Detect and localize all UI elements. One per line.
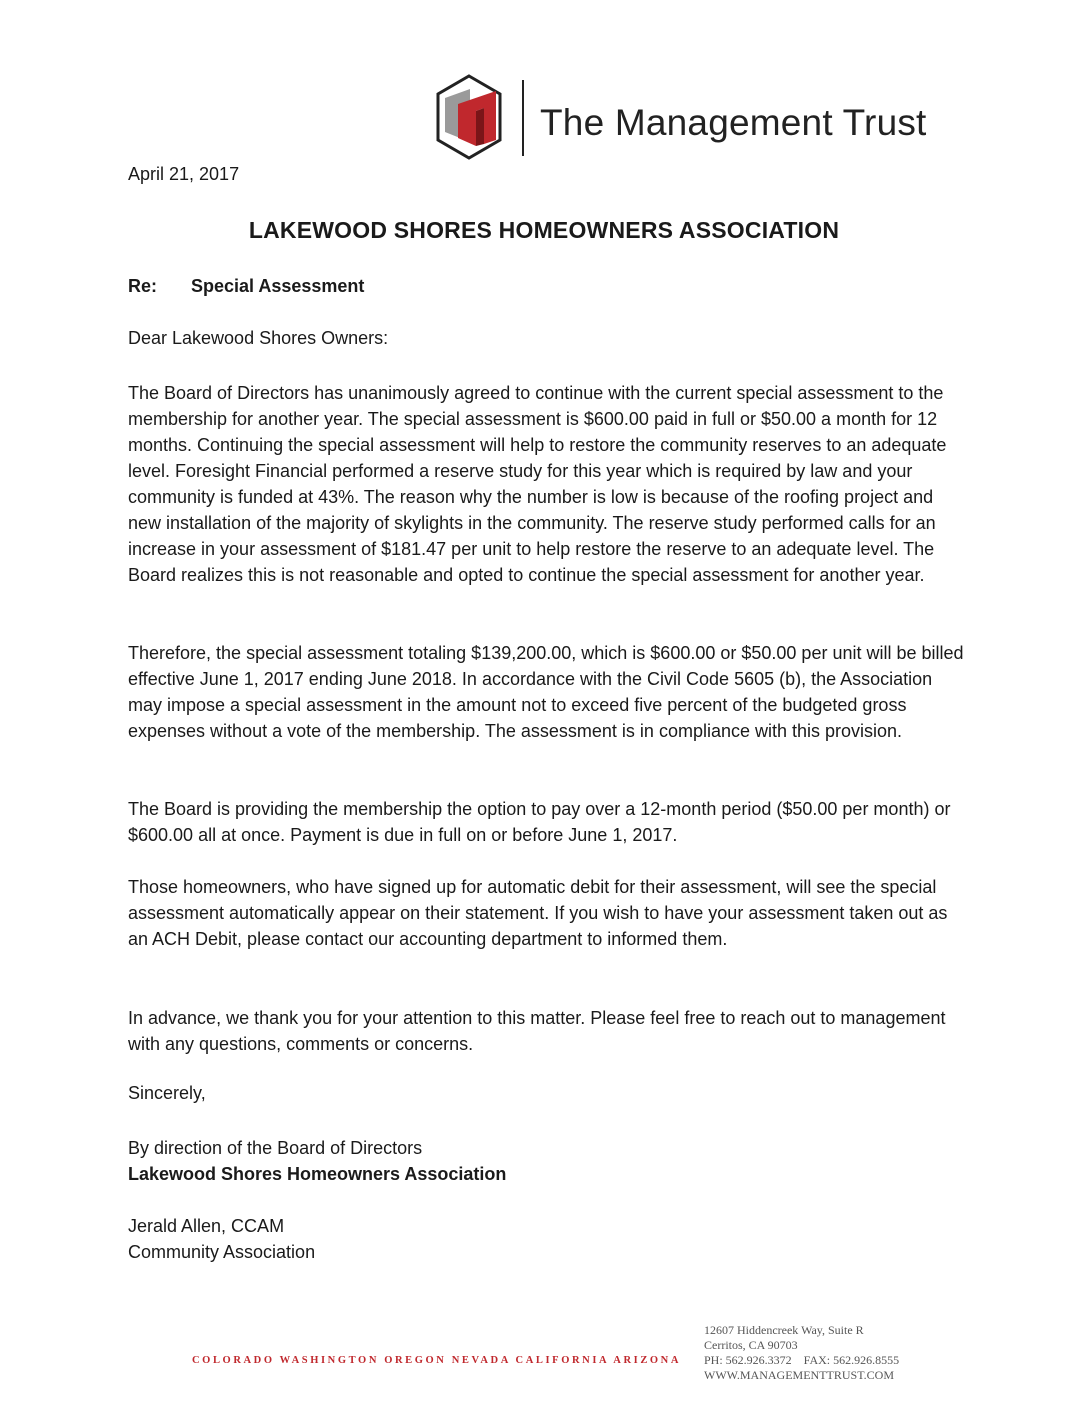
website-text: WWW.MANAGEMENTTRUST.COM (704, 1368, 894, 1382)
letter-date: April 21, 2017 (128, 164, 240, 184)
brand-name: The Management Trust (540, 102, 927, 143)
body-paragraph: In advance, we thank you for your attention to this matter. Please feel free to reach out to management with any questions, comments or concerns. (128, 1008, 946, 1054)
footer-address (704, 1323, 899, 1383)
signature-block (128, 1135, 506, 1187)
body-paragraph: Therefore, the special assessment totaling $139,200.00, which is $600.00 or $50.00 per unit will be billed effective June 1, 2017 ending June 2018. In accordance with the Civil Code 5605 (b), the Association may impose a special assessment in the amount not to exceed five percent of the budgeted gross expenses without a vote of the membership. The assessment is in compliance with this provision. (128, 643, 964, 741)
subject-text: Special Assessment (191, 276, 365, 296)
brand-divider (522, 80, 524, 156)
signer-title: Community Association (128, 1242, 316, 1262)
subject-label: Re: (128, 276, 158, 296)
closing: Sincerely, (128, 1083, 206, 1103)
letterhead (436, 74, 976, 164)
address-line-1: 12607 Hiddencreek Way, Suite R (704, 1323, 864, 1337)
association-title: LAKEWOOD SHORES HOMEOWNERS ASSOCIATION (248, 217, 840, 243)
signer-block (128, 1213, 315, 1265)
body-paragraph: The Board of Directors has unanimously agreed to continue with the current special assessment to the membership for another year. The special assessment is $600.00 paid in full or $50.00 a month for 12 months. Continuing the special assessment will help to restore the community reserves to an adequate level. Foresight Financial performed a reserve study for this year which is required by law and your community is funded at 43%. The reason why the number is low is because of the roofing project and new installation of the majority of skylights in the community. The reserve study performed calls for an increase in your assessment of $181.47 per unit to help restore the reserve to an adequate level. The Board realizes this is not reasonable and opted to continue the special assessment for another year. (128, 383, 947, 585)
management-trust-logo-icon (436, 74, 502, 160)
address-line-2: Cerritos, CA 90703 (704, 1338, 798, 1352)
signature-line: By direction of the Board of Directors (128, 1138, 423, 1158)
subject-line (128, 276, 364, 297)
salutation: Dear Lakewood Shores Owners: (128, 328, 389, 348)
footer-states: COLORADO WASHINGTON OREGON NEVADA CALIFORNIA ARIZONA (192, 1355, 682, 1366)
body-paragraph: The Board is providing the membership the option to pay over a 12-month period ($50.00 per month) or $600.00 all at once. Payment is due in full on or before June 1, 2017. (128, 799, 951, 845)
signer-name: Jerald Allen, CCAM (128, 1216, 285, 1236)
phone-fax: PH: 562.926.3372 FAX: 562.926.8555 (704, 1353, 900, 1367)
body-paragraph: Those homeowners, who have signed up for automatic debit for their assessment, will see the special assessment automatically appear on their statement. If you wish to have your assessment taken out as an ACH Debit, please contact our accounting department to informed them. (128, 877, 948, 949)
signature-organization: Lakewood Shores Homeowners Association (128, 1164, 507, 1184)
